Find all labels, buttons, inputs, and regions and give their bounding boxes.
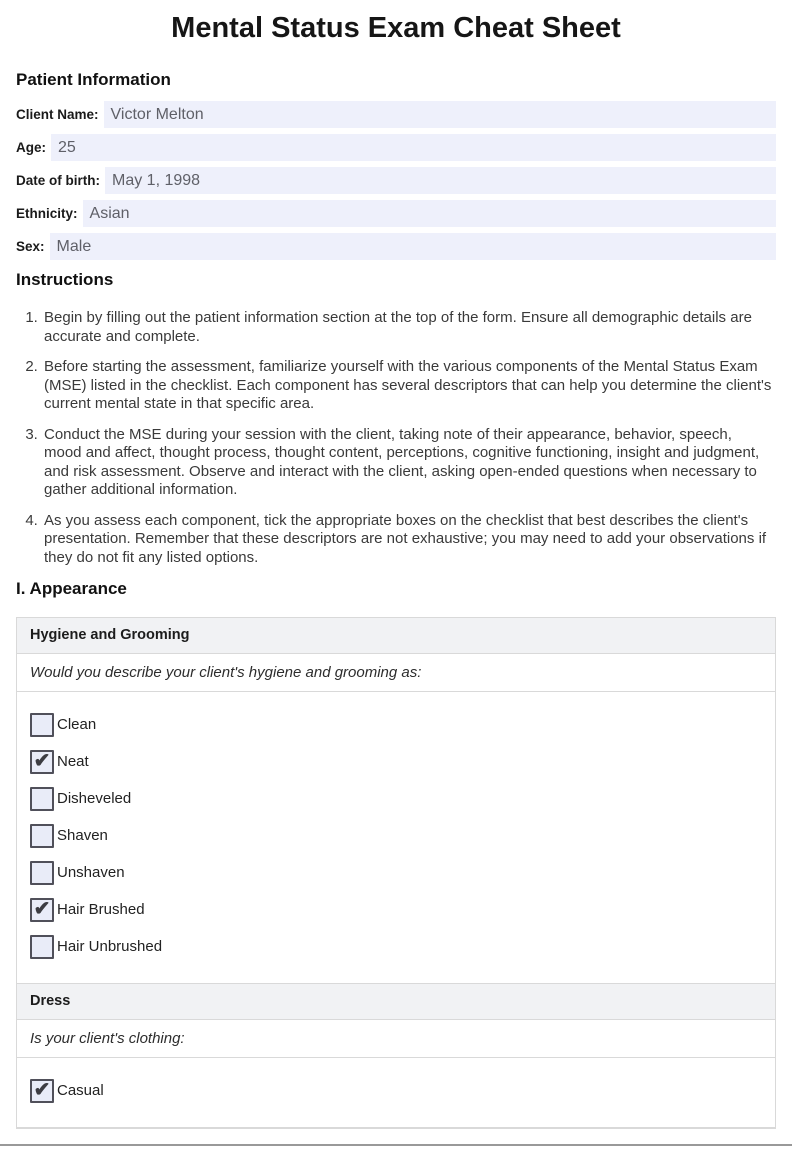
option-label: Hair Brushed — [57, 901, 145, 918]
patient-info-fields — [16, 101, 776, 260]
instruction-item: 3. Conduct the MSE during your session with the client, taking note of their appearance, behavior, speech, mood and affect, thought process, thought content, perceptions, cognitive functioning, insight and judgment, and risk assessment. Observe and interact with the client, asking open-ended questions when necessary to gather additional information. — [42, 426, 772, 500]
checkbox[interactable] — [30, 861, 54, 885]
field-label: Client Name: — [16, 101, 104, 128]
checkbox[interactable] — [30, 898, 54, 922]
field-value: May 1, 1998 — [112, 172, 201, 189]
option-label: Disheveled — [57, 790, 132, 807]
patient-field-row — [16, 101, 776, 128]
patient-field-row — [16, 167, 776, 194]
checklist-option — [30, 935, 762, 959]
section-title: Hygiene and Grooming — [17, 618, 775, 654]
checklist-section — [17, 984, 775, 1128]
field-value: 25 — [58, 139, 76, 156]
instructions-heading: Instructions — [16, 270, 114, 289]
checkmark-icon: ✔ — [33, 750, 51, 772]
field-input[interactable] — [51, 134, 776, 161]
field-input[interactable] — [105, 167, 776, 194]
patient-field-row — [16, 200, 776, 227]
checklist-option — [30, 787, 762, 811]
appearance-checklist-table — [16, 617, 776, 1129]
option-label: Hair Unbrushed — [57, 938, 163, 955]
checklist-option — [30, 713, 762, 737]
section-question: Is your client's clothing: — [17, 1020, 775, 1058]
checklist-option — [30, 750, 762, 774]
field-input[interactable] — [50, 233, 776, 260]
section-options — [17, 692, 775, 984]
checkbox[interactable] — [30, 1079, 54, 1103]
patient-field-row — [16, 233, 776, 260]
option-label: Neat — [57, 753, 89, 770]
option-label: Clean — [57, 716, 97, 733]
checklist-option — [30, 898, 762, 922]
field-value: Asian — [89, 205, 130, 222]
checklist-section — [17, 618, 775, 984]
field-input[interactable] — [83, 200, 776, 227]
field-label: Sex: — [16, 233, 50, 260]
field-label: Date of birth: — [16, 167, 105, 194]
checkbox[interactable] — [30, 824, 54, 848]
instruction-item: 2. Before starting the assessment, familiarize yourself with the various components of the Mental Status Exam (MSE) listed in the checklist. Each component has several descriptors that can help you determine the client's current mental state in that specific area. — [42, 358, 772, 414]
patient-field-row — [16, 134, 776, 161]
checkmark-icon: ✔ — [33, 1079, 51, 1101]
field-label: Age: — [16, 134, 51, 161]
option-label: Shaven — [57, 827, 108, 844]
patient-info-heading: Patient Information — [16, 70, 171, 89]
page-title: Mental Status Exam Cheat Sheet — [171, 12, 621, 44]
appearance-heading: I. Appearance — [16, 579, 127, 598]
field-label: Ethnicity: — [16, 200, 83, 227]
checkbox[interactable] — [30, 713, 54, 737]
section-options — [17, 1058, 775, 1128]
document-page — [0, 12, 792, 1152]
section-title: Dress — [17, 984, 775, 1020]
instruction-item: 1. Begin by filling out the patient information section at the top of the form. Ensure all demographic details are accurate and complete. — [42, 309, 772, 346]
checkbox[interactable] — [30, 787, 54, 811]
option-label: Unshaven — [57, 864, 125, 881]
option-label: Casual — [57, 1082, 104, 1099]
checkbox[interactable] — [30, 750, 54, 774]
field-value: Male — [56, 238, 92, 255]
checkmark-icon: ✔ — [33, 898, 51, 920]
checklist-option — [30, 861, 762, 885]
checklist-option — [30, 824, 762, 848]
field-input[interactable] — [104, 101, 776, 128]
page-bottom-divider — [0, 1144, 792, 1146]
instructions-list — [0, 309, 772, 567]
section-question: Would you describe your client's hygiene and grooming as: — [17, 654, 775, 692]
field-value: Victor Melton — [110, 106, 204, 123]
instruction-item: 4. As you assess each component, tick the appropriate boxes on the checklist that best describes the client's presentation. Remember that these descriptors are not exhaustive; you may need to add your observations if they do not fit any listed options. — [42, 512, 772, 568]
checkbox[interactable] — [30, 935, 54, 959]
checklist-option — [30, 1079, 762, 1103]
